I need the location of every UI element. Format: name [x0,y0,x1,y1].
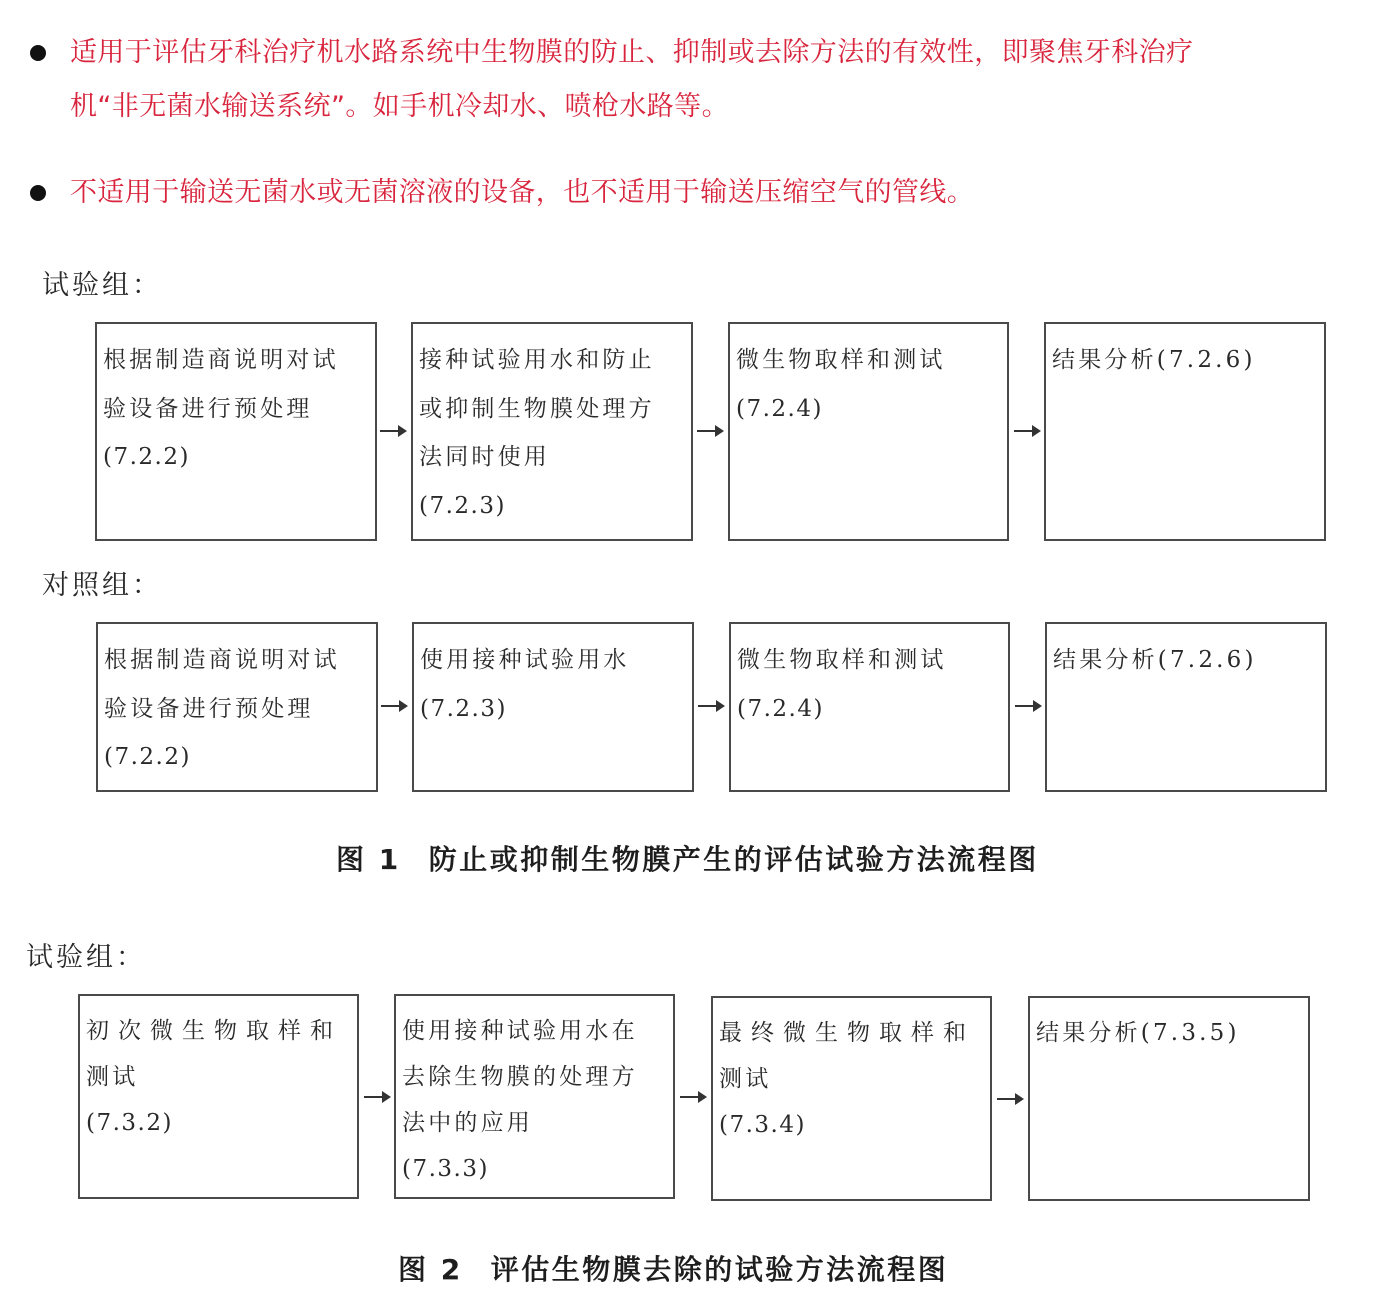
box-text-line: 测试 [86,1064,139,1090]
flow-arrow [698,705,722,707]
flow-arrow [364,1096,388,1098]
box-text-line: 或抑制生物膜处理方 [419,395,655,422]
flow-box-inoculation [411,322,693,541]
box-text-line: 接种试验用水和防止 [419,347,655,373]
box-text-line: (7.3.4) [719,1112,806,1138]
flow-arrow [1015,705,1039,707]
box-text-line: 使用接种试验用水在 [402,1018,638,1044]
flow-box-pretreatment [96,622,378,792]
box-text-line: 使用接种试验用水 [420,647,630,673]
box-text-line: 最终微生物取样和 [719,1020,975,1046]
figure-title: 评估生物膜去除的试验方法流程图 [490,1253,949,1286]
box-text-line: (7.2.3) [419,492,506,519]
box-text-line: (7.2.2) [103,444,190,470]
flow-box-sampling [728,322,1009,541]
flow-box-analysis [1028,996,1310,1201]
box-text-line: (7.2.4) [736,395,823,422]
flow-box-final-sampling [711,996,992,1201]
figure-number: 图 2 [398,1253,463,1286]
box-text-line: (7.2.2) [104,744,191,770]
figure-caption [336,838,1039,878]
box-text-line: 微生物取样和测试 [737,647,947,673]
box-text-line: 验设备进行预处理 [104,695,314,722]
flow-box-analysis [1044,322,1326,541]
box-text-line: (7.3.2) [86,1110,173,1136]
flow-arrow [997,1098,1021,1100]
box-text-line: 根据制造商说明对试 [104,647,340,673]
flow-box-initial-sampling [78,994,359,1199]
bullet-dot-icon [30,185,46,201]
flow-arrow [697,430,721,432]
bullet-text [70,166,1375,220]
box-text-line: (7.2.3) [420,695,507,722]
box-text-line: (7.2.4) [737,695,824,722]
flow-box-removal-application [394,994,675,1199]
flow-box-inoculated-water [412,622,694,792]
test-group-label: 试验组： [26,942,146,973]
box-text-line: 结果分析(7.2.6) [1053,647,1257,673]
flow-arrow [680,1096,704,1098]
box-text-line: 结果分析(7.2.6) [1052,347,1256,373]
flow-box-pretreatment [95,322,377,541]
figure-title: 防止或抑制生物膜产生的评估试验方法流程图 [428,843,1039,876]
bullet-line: 不适用于输送无菌水或无菌溶液的设备，也不适用于输送压缩空气的管线。 [70,177,975,208]
flow-arrow [1014,430,1038,432]
box-text-line: 测试 [719,1066,772,1092]
box-text-line: 去除生物膜的处理方 [402,1064,638,1090]
box-text-line: 法中的应用 [402,1110,533,1136]
box-text-line: 根据制造商说明对试 [103,347,339,373]
flow-arrow [380,430,404,432]
box-text-line: 结果分析(7.3.5) [1036,1020,1240,1046]
bullet-line: 适用于评估牙科治疗机水路系统中生物膜的防止、抑制或去除方法的有效性，即聚焦牙科治疗 [70,37,1194,68]
bullet-line: 机“非无菌水输送系统”。如手机冷却水、喷枪水路等。 [70,91,729,122]
figure-caption [398,1248,948,1288]
bullet-dot-icon [30,45,46,61]
flow-box-analysis [1045,622,1327,792]
box-text-line: (7.3.3) [402,1156,489,1182]
box-text-line: 验设备进行预处理 [103,395,313,422]
figure-number: 图 1 [336,843,401,876]
box-text-line: 法同时使用 [419,444,550,470]
flow-arrow [381,705,405,707]
flow-box-sampling [729,622,1010,792]
bullet-text [70,26,1375,134]
test-group-label: 试验组： [42,270,162,301]
control-group-label: 对照组： [42,570,162,601]
box-text-line: 初次微生物取样和 [86,1018,342,1044]
box-text-line: 微生物取样和测试 [736,347,946,373]
